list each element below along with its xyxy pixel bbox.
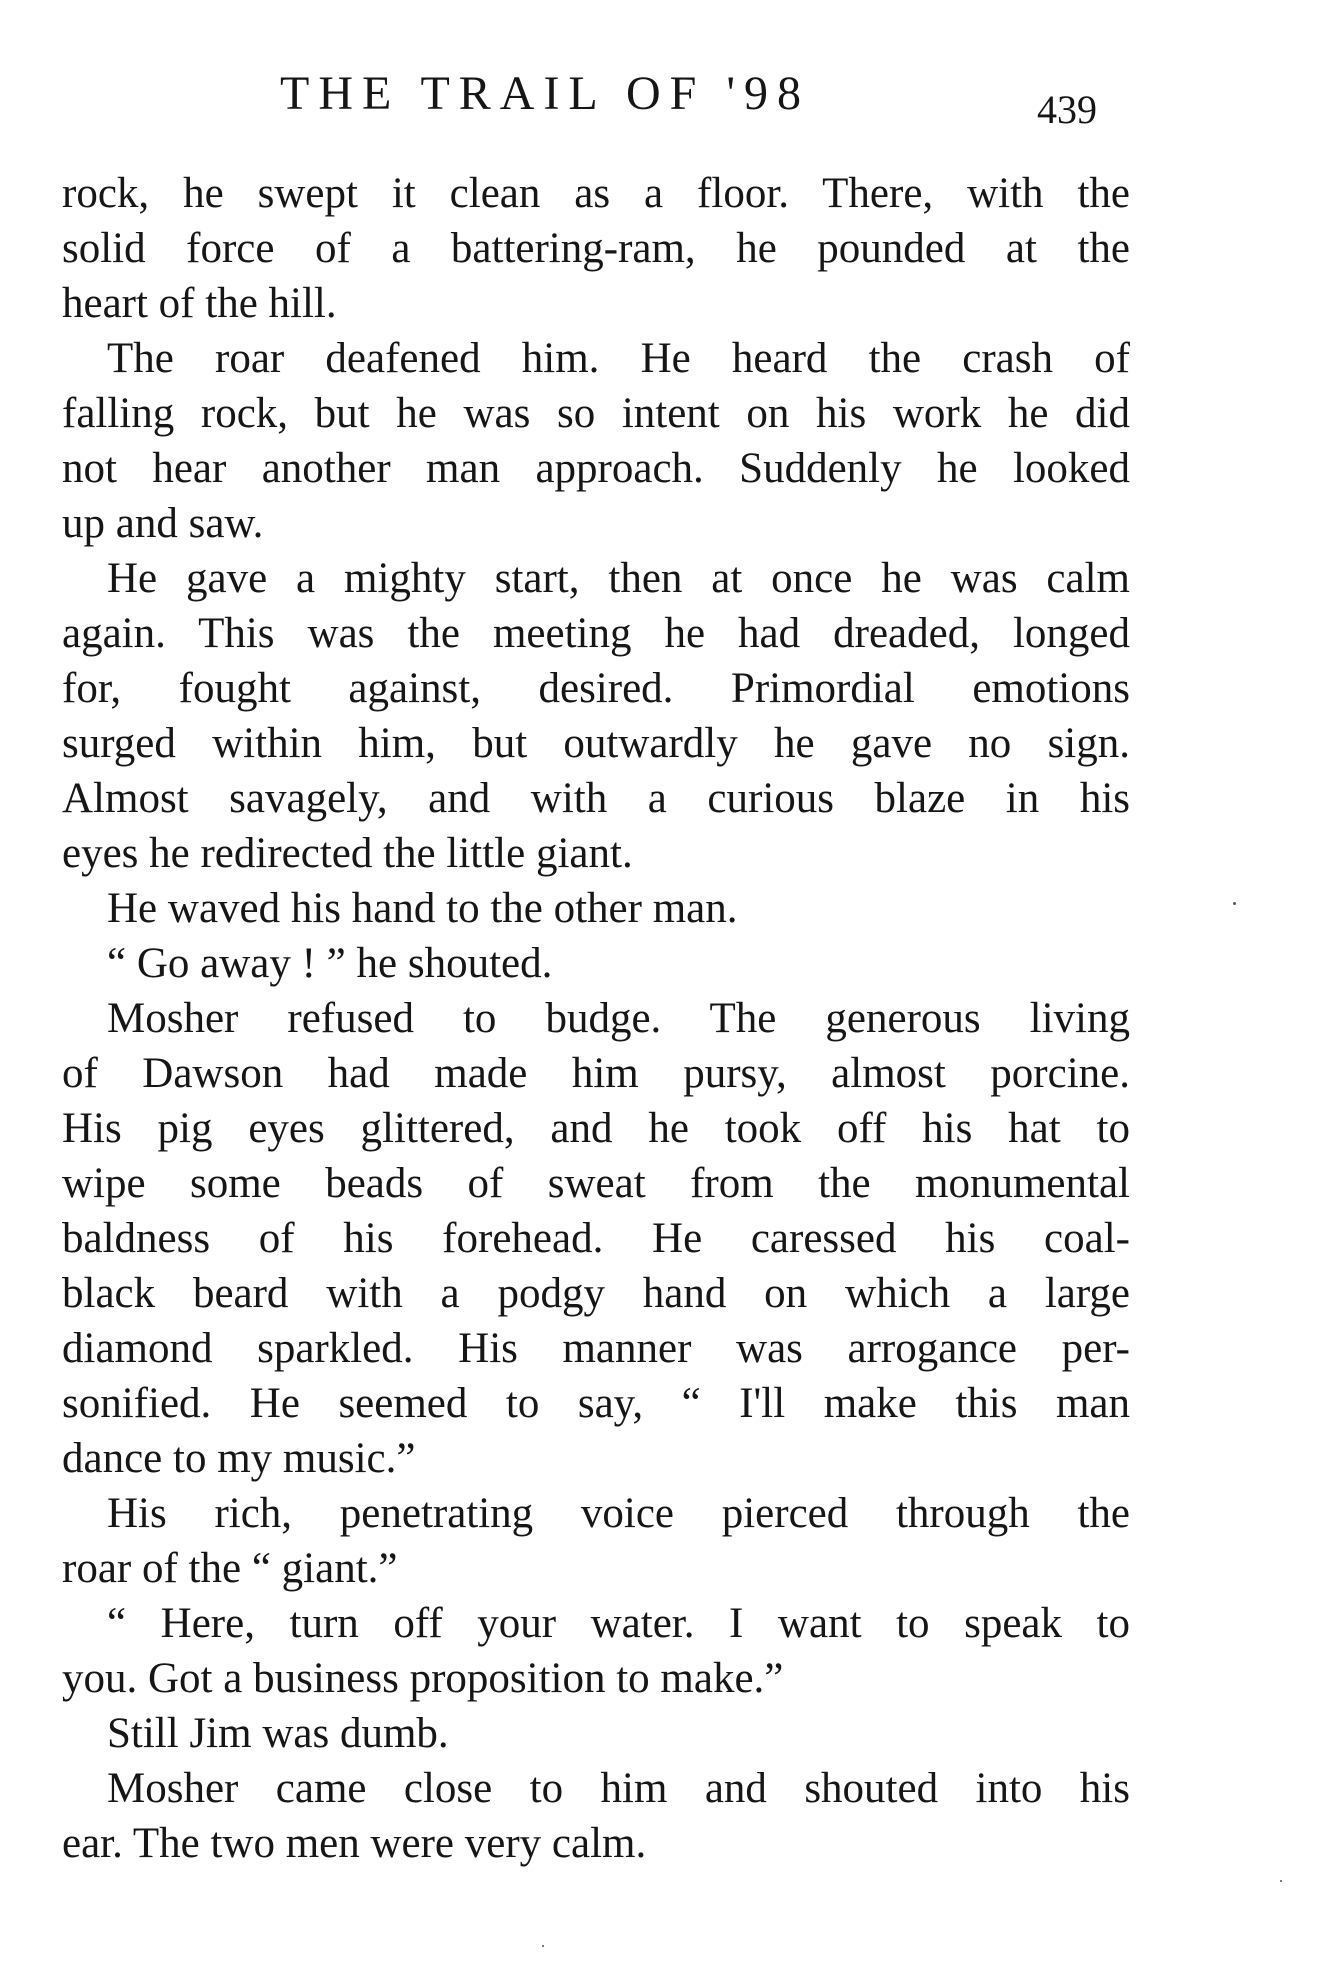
text-line: ear. The two men were very calm. (62, 1820, 647, 1867)
text-line: falling rock, but he was so intent on his work he did (62, 390, 1130, 437)
page-number: 439 (1037, 87, 1097, 132)
text-line: solid force of a battering-ram, he pounded at the (62, 225, 1130, 272)
text-line: for, fought against, desired. Primordial emotions (62, 665, 1130, 712)
text-line: He waved his hand to the other man. (107, 885, 738, 932)
text-line: again. This was the meeting he had dreaded, longed (62, 610, 1130, 657)
text-line: He gave a mighty start, then at once he was calm (107, 555, 1130, 602)
text-line: Mosher refused to budge. The generous living (107, 995, 1130, 1042)
text-line: roar of the “ giant.” (62, 1545, 398, 1592)
text-line: Almost savagely, and with a curious blaze in his (62, 775, 1130, 822)
text-line: The roar deafened him. He heard the crash of (107, 335, 1130, 382)
text-line: “ Here, turn off your water. I want to speak to (107, 1600, 1130, 1647)
text-line: His rich, penetrating voice pierced through the (107, 1490, 1130, 1537)
text-line: you. Got a business proposition to make.” (62, 1655, 784, 1702)
text-line: wipe some beads of sweat from the monumental (62, 1160, 1130, 1207)
paper-speck (1233, 902, 1236, 905)
text-line: “ Go away ! ” he shouted. (107, 940, 553, 987)
text-line: surged within him, but outwardly he gave no sign. (62, 720, 1130, 767)
text-line: heart of the hill. (62, 280, 337, 327)
text-line: His pig eyes glittered, and he took off his hat to (62, 1105, 1130, 1152)
text-line: sonified. He seemed to say, “ I'll make this man (62, 1380, 1130, 1427)
text-line: dance to my music.” (62, 1435, 416, 1482)
text-line: rock, he swept it clean as a floor. There, with the (62, 170, 1130, 217)
text-line: black beard with a podgy hand on which a large (62, 1270, 1130, 1317)
text-line: not hear another man approach. Suddenly he looked (62, 445, 1130, 492)
text-line: up and saw. (62, 500, 264, 547)
body-text (62, 166, 1130, 1871)
text-line: Mosher came close to him and shouted into his (107, 1765, 1130, 1812)
paper-speck (1280, 1880, 1282, 1882)
text-line: diamond sparkled. His manner was arrogance per- (62, 1325, 1130, 1372)
text-line: Still Jim was dumb. (107, 1710, 449, 1757)
text-line: eyes he redirected the little giant. (62, 830, 633, 877)
text-line: baldness of his forehead. He caressed his coal- (62, 1215, 1130, 1262)
paper-speck (542, 1945, 544, 1947)
running-head: THE TRAIL OF '98 (280, 67, 810, 120)
text-line: of Dawson had made him pursy, almost porcine. (62, 1050, 1130, 1097)
